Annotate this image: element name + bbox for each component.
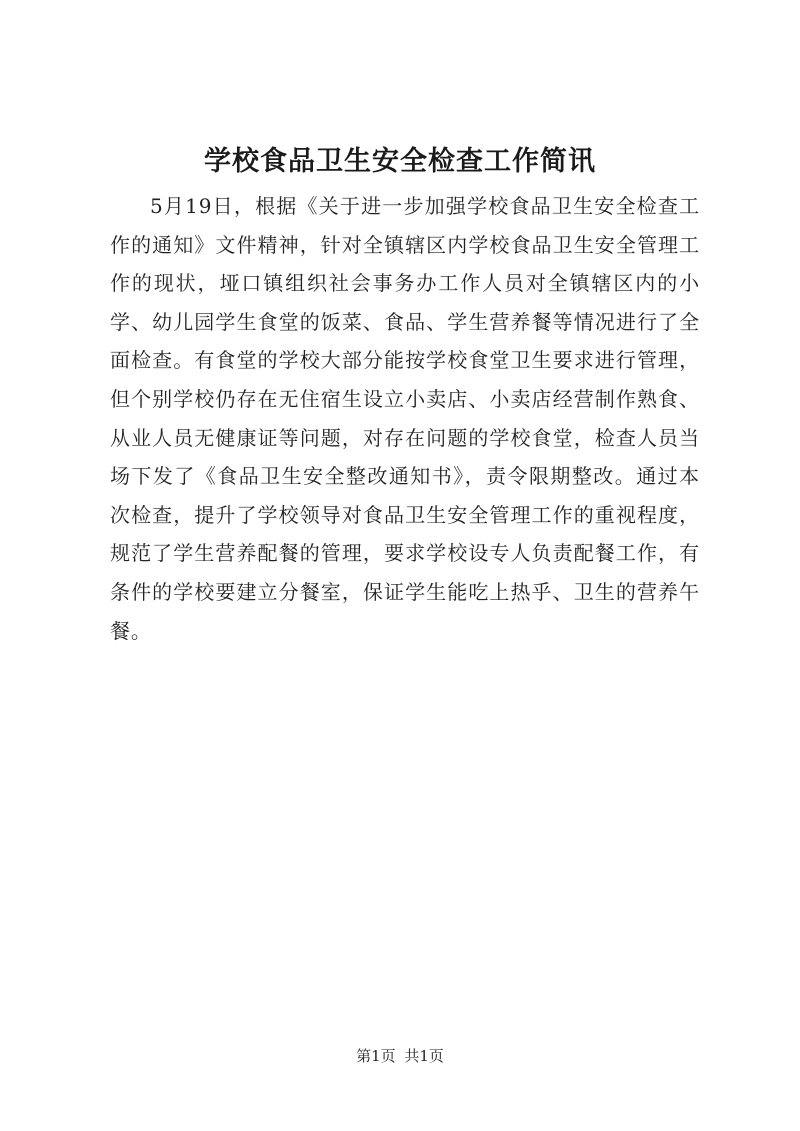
page-total: 共1页 (404, 1047, 444, 1065)
page-number: 第1页 (356, 1047, 396, 1065)
document-title: 学校食品卫生安全检查工作简讯 (204, 146, 596, 177)
page-footer (0, 1046, 800, 1066)
document-body-paragraph: 5月19日，根据《关于进一步加强学校食品卫生安全检查工作的通知》文件精神，针对全镇辖区内学校食品卫生安全管理工作的现状，垭口镇组织社会事务办工作人员对全镇辖区内的小学、幼儿园学生食堂的饭菜、食品、学生营养餐等情况进行了全面检查。有食堂的学校大部分能按学校食堂卫生要求进行管理，但个别学校仍存在无住宿生设立小卖店、小卖店经营制作熟食、从业人员无健康证等问题，对存在问题的学校食堂，检查人员当场下发了《食品卫生安全整改通知书》，责令限期整改。通过本次检查，提升了学校领导对食品卫生安全管理工作的重视程度，规范了学生营养配餐的管理，要求学校设专人负责配餐工作，有条件的学校要建立分餐室，保证学生能吃上热乎、卫生的营养午餐。 (110, 194, 700, 643)
